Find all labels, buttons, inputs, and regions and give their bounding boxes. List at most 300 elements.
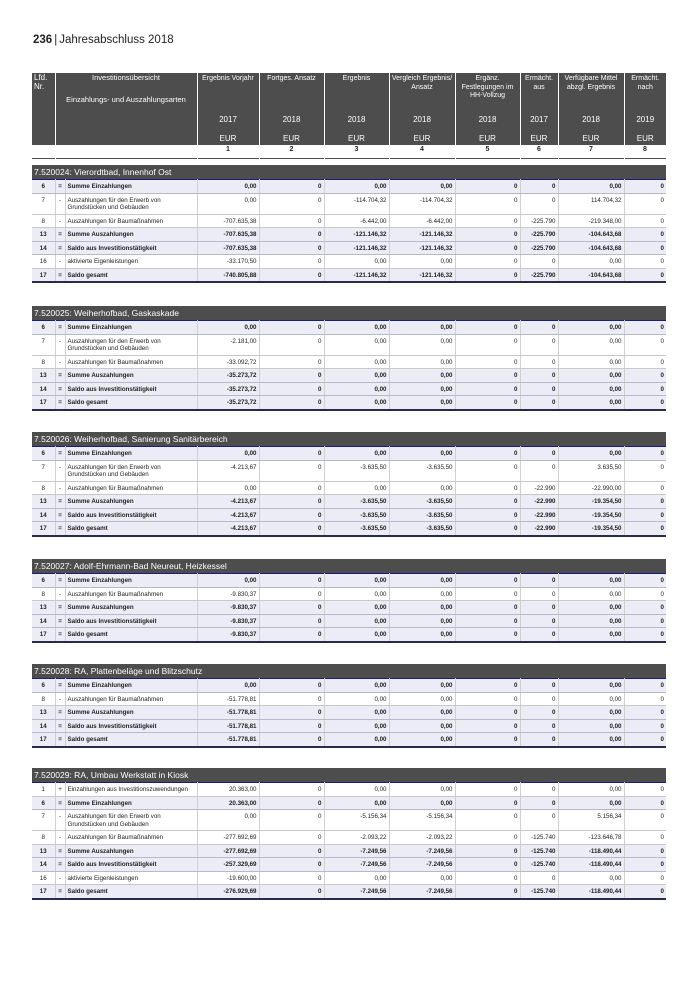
row-number: 16	[32, 871, 55, 885]
row-value: -707.635,38	[197, 214, 259, 228]
row-value: 0,00	[324, 733, 389, 747]
row-value: 0	[624, 587, 666, 601]
row-value: 0,00	[558, 574, 624, 588]
row-operator: =	[55, 180, 65, 194]
row-operator: =	[55, 614, 65, 628]
table-row	[32, 447, 666, 461]
row-value: 0	[520, 355, 558, 369]
row-operator: =	[55, 268, 65, 282]
row-operator: =	[55, 321, 65, 335]
row-value: 0,00	[389, 692, 455, 706]
row-value: 0,00	[389, 679, 455, 693]
row-value: 0	[455, 382, 520, 396]
row-value: -225.790	[520, 214, 558, 228]
row-value: 0	[624, 180, 666, 194]
row-number: 17	[32, 628, 55, 642]
row-value: 0	[259, 810, 324, 831]
column-header-year: 2018	[478, 115, 497, 124]
row-operator: =	[55, 858, 65, 872]
table-row	[32, 396, 666, 410]
row-number: 8	[32, 481, 55, 495]
row-operator: =	[55, 574, 65, 588]
row-value: 0	[520, 587, 558, 601]
row-value: 0,00	[558, 796, 624, 810]
table-row	[32, 706, 666, 720]
row-value: 0,00	[389, 382, 455, 396]
row-value: 0	[520, 628, 558, 642]
row-label: aktivierte Eigenleistungen	[65, 255, 197, 269]
section-table	[32, 179, 666, 283]
table-row	[32, 382, 666, 396]
row-label: aktivierte Eigenleistungen	[65, 871, 197, 885]
row-value: 0,00	[389, 706, 455, 720]
row-value: -22.990	[520, 522, 558, 536]
row-label: Auszahlungen für Baumaßnahmen	[65, 481, 197, 495]
column-header-label: Ergebnis Vorjahr	[202, 75, 254, 82]
page-title: Jahresabschluss 2018	[59, 34, 174, 46]
table-row	[32, 355, 666, 369]
row-value: 0	[259, 692, 324, 706]
row-number: 17	[32, 733, 55, 747]
row-label: Summe Auszahlungen	[65, 369, 197, 383]
row-operator: =	[55, 522, 65, 536]
row-value: 0,00	[558, 180, 624, 194]
table-row	[32, 321, 666, 335]
row-number: 13	[32, 228, 55, 242]
row-value: 0,00	[197, 180, 259, 194]
table-row	[32, 796, 666, 810]
row-value: 0,00	[197, 193, 259, 214]
row-number: 7	[32, 334, 55, 355]
column-header-year: 2017	[530, 115, 548, 124]
row-value: 0,00	[558, 614, 624, 628]
row-value: 0	[455, 508, 520, 522]
row-operator: -	[55, 831, 65, 845]
row-value: 0	[455, 396, 520, 410]
row-value: 0	[259, 355, 324, 369]
row-label: Summe Auszahlungen	[65, 706, 197, 720]
row-value: -7.249,56	[389, 844, 455, 858]
row-value: 0,00	[324, 334, 389, 355]
row-label: Auszahlungen für Baumaßnahmen	[65, 587, 197, 601]
row-label: Saldo gesamt	[65, 733, 197, 747]
row-label: Summe Einzahlungen	[65, 679, 197, 693]
row-label: Auszahlungen für den Erwerb von Grundstücken und Gebäuden	[65, 334, 197, 355]
section-title: 7.520024: Vierordtbad, Innenhof Ost	[32, 165, 666, 179]
column-header	[389, 73, 455, 145]
row-value: 114.704,32	[558, 193, 624, 214]
row-value: -121.146,32	[324, 228, 389, 242]
column-number: 3	[324, 145, 389, 159]
column-header-year: 2018	[413, 115, 431, 124]
row-value: 0	[520, 796, 558, 810]
row-value: 0	[624, 844, 666, 858]
row-value: 0	[520, 706, 558, 720]
table-row	[32, 733, 666, 747]
table-row	[32, 601, 666, 615]
row-value: 0	[259, 796, 324, 810]
column-header	[558, 73, 624, 145]
row-value: 0,00	[324, 255, 389, 269]
row-label: Auszahlungen für Baumaßnahmen	[65, 692, 197, 706]
row-value: 0	[259, 481, 324, 495]
row-label: Summe Auszahlungen	[65, 601, 197, 615]
investment-section	[32, 768, 666, 900]
row-value: 0,00	[389, 601, 455, 615]
table-row	[32, 574, 666, 588]
section-title: 7.520025: Weiherhofbad, Gaskaskade	[32, 306, 666, 320]
row-number: 14	[32, 858, 55, 872]
row-value: 0	[455, 481, 520, 495]
row-value: -3.635,50	[324, 495, 389, 509]
row-number: 14	[32, 719, 55, 733]
row-value: 0	[455, 587, 520, 601]
row-value: 0,00	[389, 614, 455, 628]
row-operator: =	[55, 733, 65, 747]
row-value: -3.635,50	[389, 508, 455, 522]
row-operator: =	[55, 228, 65, 242]
row-value: 0	[520, 321, 558, 335]
row-value: 0	[259, 228, 324, 242]
row-value: 0	[259, 193, 324, 214]
row-value: 0	[624, 885, 666, 899]
row-value: 0	[624, 614, 666, 628]
row-value: 0	[520, 783, 558, 797]
table-row	[32, 614, 666, 628]
row-value: 0	[624, 692, 666, 706]
column-header-year: 2019	[636, 115, 655, 124]
row-value: -277.692,69	[197, 831, 259, 845]
row-value: 0	[259, 334, 324, 355]
table-row	[32, 522, 666, 536]
row-value: -7.249,56	[389, 885, 455, 899]
table-row	[32, 844, 666, 858]
row-value: 0	[624, 679, 666, 693]
row-value: 0	[455, 692, 520, 706]
row-value: 0	[624, 601, 666, 615]
row-operator: =	[55, 447, 65, 461]
row-value: 0	[520, 733, 558, 747]
row-value: 0,00	[324, 369, 389, 383]
row-label: Saldo aus Investitionstätigkeit	[65, 858, 197, 872]
row-value: 0,00	[324, 447, 389, 461]
table-row	[32, 831, 666, 845]
table-row	[32, 255, 666, 269]
row-value: 0,00	[324, 481, 389, 495]
row-value: 0,00	[324, 719, 389, 733]
table-row	[32, 587, 666, 601]
row-value: -35.273,72	[197, 369, 259, 383]
column-header-table	[32, 73, 667, 159]
row-value: -121.146,32	[389, 268, 455, 282]
row-value: -219.348,00	[558, 214, 624, 228]
column-header-label: Ermächt. aus	[524, 75, 553, 91]
table-row	[32, 871, 666, 885]
column-header	[324, 73, 389, 145]
row-value: -9.830,37	[197, 614, 259, 628]
row-number: 7	[32, 810, 55, 831]
row-value: 0,00	[558, 396, 624, 410]
row-number: 6	[32, 321, 55, 335]
investment-section	[32, 306, 666, 411]
row-label: Saldo gesamt	[65, 522, 197, 536]
row-label: Auszahlungen für den Erwerb von Grundstücken und Gebäuden	[65, 810, 197, 831]
row-value: -125.740	[520, 885, 558, 899]
row-value: 0	[624, 628, 666, 642]
row-operator: -	[55, 481, 65, 495]
row-value: 0	[259, 522, 324, 536]
table-row	[32, 228, 666, 242]
row-value: 0,00	[389, 321, 455, 335]
row-value: 0	[259, 214, 324, 228]
row-value: 0,00	[324, 783, 389, 797]
row-value: 0,00	[389, 334, 455, 355]
row-value: 0,00	[558, 601, 624, 615]
row-value: 0,00	[558, 321, 624, 335]
row-value: 0	[455, 268, 520, 282]
row-label: Saldo gesamt	[65, 628, 197, 642]
row-value: 0,00	[324, 574, 389, 588]
row-value: 0	[624, 495, 666, 509]
table-row	[32, 719, 666, 733]
row-value: -51.778,81	[197, 719, 259, 733]
row-value: -33.092,72	[197, 355, 259, 369]
row-value: 0,00	[558, 692, 624, 706]
column-number: 6	[520, 145, 558, 159]
column-header-label: Vergleich Ergebnis/ Ansatz	[391, 75, 453, 91]
row-value: 0	[520, 810, 558, 831]
row-value: 0	[455, 447, 520, 461]
row-value: 0,00	[324, 321, 389, 335]
row-value: 0,00	[389, 796, 455, 810]
row-value: 0,00	[389, 733, 455, 747]
row-value: 0	[624, 382, 666, 396]
row-value: 0	[624, 574, 666, 588]
row-number: 13	[32, 495, 55, 509]
row-value: 0	[455, 679, 520, 693]
column-header-label: Ergebnis	[342, 75, 371, 82]
column-header	[259, 73, 324, 145]
row-value: 0	[624, 508, 666, 522]
row-number: 14	[32, 382, 55, 396]
row-operator: =	[55, 719, 65, 733]
row-number: 14	[32, 508, 55, 522]
row-value: -114.704,32	[389, 193, 455, 214]
row-value: 0	[259, 495, 324, 509]
table-row	[32, 334, 666, 355]
table-row	[32, 193, 666, 214]
row-number: 13	[32, 601, 55, 615]
row-value: -4.213,67	[197, 460, 259, 481]
column-header	[520, 73, 558, 145]
row-value: 0	[455, 844, 520, 858]
investment-section	[32, 165, 666, 283]
row-value: -4.213,67	[197, 508, 259, 522]
row-value: -51.778,81	[197, 706, 259, 720]
row-value: 0,00	[324, 871, 389, 885]
section-title: 7.520027: Adolf-Ehrmann-Bad Neureut, Heizkessel	[32, 559, 666, 573]
row-number: 17	[32, 268, 55, 282]
row-value: 0,00	[389, 719, 455, 733]
row-value: 0	[520, 369, 558, 383]
row-operator: =	[55, 396, 65, 410]
row-value: 0	[259, 783, 324, 797]
row-label: Summe Einzahlungen	[65, 321, 197, 335]
row-value: -118.490,44	[558, 858, 624, 872]
row-label: Summe Einzahlungen	[65, 574, 197, 588]
column-header-year: 2018	[282, 115, 301, 124]
row-operator: -	[55, 255, 65, 269]
section-title: 7.520029: RA, Umbau Werkstatt in Kiosk	[32, 768, 666, 782]
row-value: 0	[624, 214, 666, 228]
row-value: -121.146,32	[324, 241, 389, 255]
row-value: -707.635,38	[197, 228, 259, 242]
row-value: 0,00	[324, 628, 389, 642]
row-value: -6.442,00	[389, 214, 455, 228]
section-table	[32, 320, 666, 411]
row-number: 6	[32, 574, 55, 588]
row-operator: =	[55, 885, 65, 899]
row-label: Summe Einzahlungen	[65, 796, 197, 810]
row-operator: -	[55, 355, 65, 369]
invest-title: Investitionsübersicht	[92, 73, 160, 82]
row-operator: =	[55, 796, 65, 810]
row-label: Summe Einzahlungen	[65, 447, 197, 461]
row-value: 0	[520, 574, 558, 588]
row-value: 0,00	[558, 733, 624, 747]
row-value: 0	[624, 522, 666, 536]
row-value: 0,00	[389, 255, 455, 269]
row-value: 0	[624, 369, 666, 383]
row-value: 0	[259, 858, 324, 872]
row-operator: -	[55, 871, 65, 885]
row-value: -3.635,50	[324, 522, 389, 536]
row-operator: =	[55, 241, 65, 255]
row-value: 0	[455, 255, 520, 269]
row-value: 0	[455, 574, 520, 588]
row-value: -35.273,72	[197, 382, 259, 396]
header-labels-row	[32, 73, 666, 145]
table-row	[32, 268, 666, 282]
row-value: -121.146,32	[324, 268, 389, 282]
row-value: -7.249,56	[389, 858, 455, 872]
column-header-label: Ermächt. nach	[631, 75, 660, 91]
row-value: 5.156,34	[558, 810, 624, 831]
row-operator: -	[55, 810, 65, 831]
row-value: 0	[259, 733, 324, 747]
row-value: 0,00	[324, 679, 389, 693]
row-value: 3.635,50	[558, 460, 624, 481]
row-operator: +	[55, 783, 65, 797]
row-value: 0,00	[389, 396, 455, 410]
row-value: 0	[455, 334, 520, 355]
row-value: 0	[455, 193, 520, 214]
row-number: 8	[32, 831, 55, 845]
row-value: -123.646,78	[558, 831, 624, 845]
row-value: 20.363,00	[197, 796, 259, 810]
row-value: 0	[520, 614, 558, 628]
row-number: 8	[32, 692, 55, 706]
table-row	[32, 885, 666, 899]
row-value: 0	[455, 719, 520, 733]
row-value: 0	[259, 396, 324, 410]
row-label: Saldo aus Investitionstätigkeit	[65, 241, 197, 255]
row-operator: =	[55, 369, 65, 383]
table-row	[32, 858, 666, 872]
row-value: 0	[455, 796, 520, 810]
row-value: 0,00	[558, 679, 624, 693]
table-row	[32, 180, 666, 194]
column-number: 8	[624, 145, 666, 159]
row-value: 0	[455, 706, 520, 720]
row-value: 0,00	[197, 447, 259, 461]
table-row	[32, 783, 666, 797]
lfd-nr-header: Lfd. Nr.	[32, 73, 55, 145]
column-header-unit: EUR	[219, 134, 237, 143]
row-value: 0	[520, 255, 558, 269]
row-value: 0	[259, 321, 324, 335]
row-value: 0,00	[324, 355, 389, 369]
row-value: 0	[520, 180, 558, 194]
row-number: 6	[32, 796, 55, 810]
row-number: 17	[32, 522, 55, 536]
investment-section	[32, 559, 666, 643]
row-value: 0	[455, 871, 520, 885]
row-label: Summe Auszahlungen	[65, 844, 197, 858]
row-value: 0	[624, 447, 666, 461]
table-row	[32, 692, 666, 706]
row-value: 0	[455, 460, 520, 481]
row-value: 0	[455, 321, 520, 335]
column-header-unit: EUR	[530, 134, 548, 143]
row-value: -125.740	[520, 831, 558, 845]
row-value: 0	[624, 228, 666, 242]
row-value: 0	[455, 495, 520, 509]
row-value: 0	[520, 382, 558, 396]
column-header-unit: EUR	[479, 134, 496, 143]
row-value: 0,00	[197, 679, 259, 693]
row-value: -22.990,00	[558, 481, 624, 495]
row-value: 0	[259, 871, 324, 885]
row-value: 0	[624, 355, 666, 369]
row-value: 0,00	[324, 587, 389, 601]
row-value: 0,00	[324, 796, 389, 810]
row-number: 7	[32, 460, 55, 481]
investment-section	[32, 432, 666, 537]
row-operator: -	[55, 214, 65, 228]
row-value: 0,00	[324, 614, 389, 628]
row-number: 6	[32, 447, 55, 461]
row-value: 0	[259, 844, 324, 858]
row-value: -5.156,34	[389, 810, 455, 831]
page-number: 236	[33, 34, 53, 46]
column-number-row	[32, 145, 666, 159]
section-table	[32, 678, 666, 748]
table-row	[32, 369, 666, 383]
row-value: -3.635,50	[389, 460, 455, 481]
row-label: Saldo aus Investitionstätigkeit	[65, 508, 197, 522]
invest-subtitle: Einzahlungs- und Auszahlungsarten	[66, 95, 186, 104]
row-value: 0,00	[324, 180, 389, 194]
row-value: 0	[259, 268, 324, 282]
row-number: 8	[32, 355, 55, 369]
row-value: 0	[520, 447, 558, 461]
row-value: -19.354,50	[558, 522, 624, 536]
row-value: 0,00	[389, 783, 455, 797]
row-value: 0,00	[389, 369, 455, 383]
row-value: -277.692,69	[197, 844, 259, 858]
row-value: 0	[520, 334, 558, 355]
